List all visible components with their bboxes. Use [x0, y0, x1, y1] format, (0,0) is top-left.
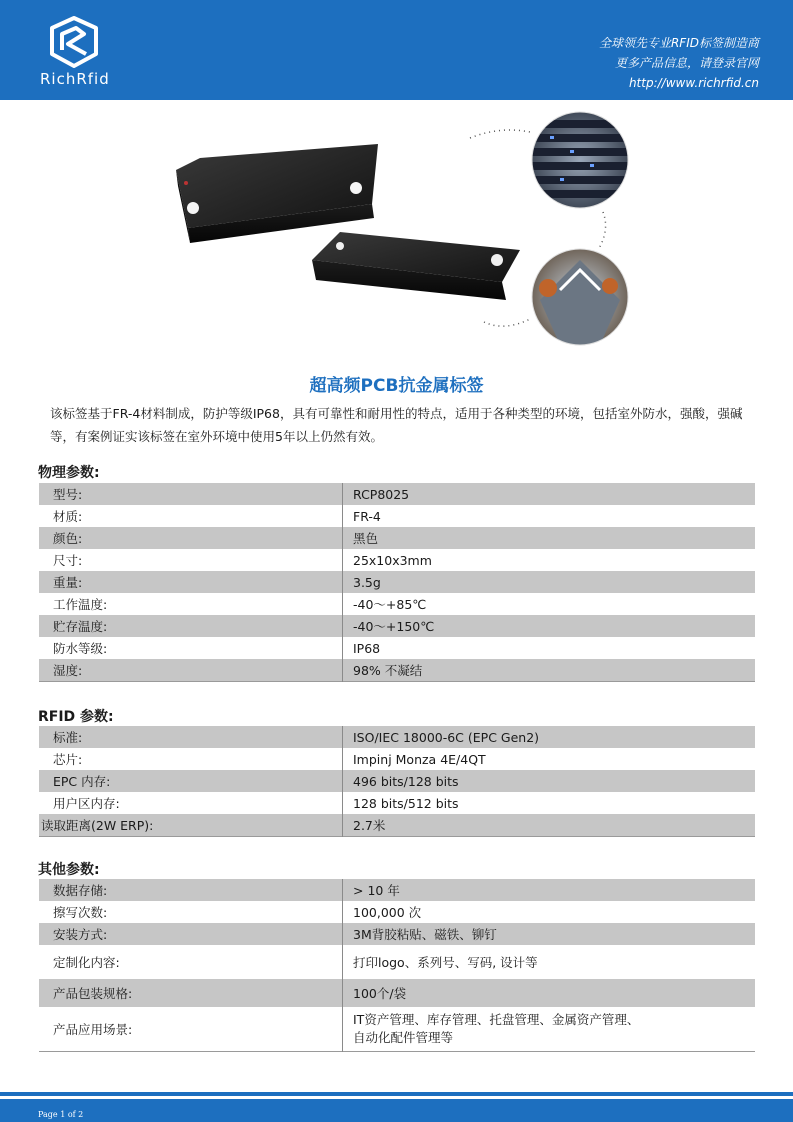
page-footer — [0, 1092, 793, 1122]
param-label: 产品应用场景: — [39, 1007, 343, 1052]
param-label: 材质: — [39, 505, 343, 527]
footer-bar — [0, 1099, 793, 1108]
param-value: 98% 不凝结 — [343, 659, 756, 682]
table-row — [39, 748, 756, 770]
product-description: 该标签基于FR-4材料制成，防护等级IP68，具有可靠性和耐用性的特点，适用于各种类型的环境，包括室外防水，强酸，强碱等，有案例证实该标签在室外环境中使用5年以上仍然有效。 — [50, 406, 743, 444]
param-label: 产品包装规格: — [39, 979, 343, 1007]
table-row — [39, 571, 756, 593]
param-label: 标准: — [39, 726, 343, 748]
param-value: IP68 — [343, 637, 756, 659]
param-label: 读取距离(2W ERP): — [39, 814, 343, 837]
footer-divider — [0, 1092, 793, 1096]
product-photo — [0, 100, 793, 360]
slogan-line: 更多产品信息，请登录官网 — [614, 56, 759, 70]
param-value: FR-4 — [343, 505, 756, 527]
table-row — [39, 1007, 756, 1052]
table-row — [39, 814, 756, 837]
server-room-photo — [530, 110, 630, 210]
param-label: 颜色: — [39, 527, 343, 549]
table-row — [39, 945, 756, 979]
table-row — [39, 615, 756, 637]
table-row — [39, 659, 756, 682]
param-value: Impinj Monza 4E/4QT — [343, 748, 756, 770]
table-row — [39, 879, 756, 901]
param-value-line: IT资产管理、库存管理、托盘管理、金属资产管理、 — [353, 1012, 640, 1027]
slogan-line: 全球领先专业RFID标签制造商 — [598, 36, 759, 50]
table-row — [39, 549, 756, 571]
param-label: 工作温度: — [39, 593, 343, 615]
table-row — [39, 770, 756, 792]
rfid-params-table — [38, 726, 755, 837]
other-params-table — [38, 879, 755, 1052]
param-value: 打印logo、系列号、写码, 设计等 — [343, 945, 756, 979]
param-value: 100个/袋 — [343, 979, 756, 1007]
table-row — [39, 593, 756, 615]
param-value: > 10 年 — [343, 879, 756, 901]
header-slogan — [599, 33, 759, 93]
param-label: 尺寸: — [39, 549, 343, 571]
tag-image-2 — [312, 232, 520, 300]
param-value: -40～+85℃ — [343, 593, 756, 615]
table-row — [39, 792, 756, 814]
param-value: 2.7米 — [343, 814, 756, 837]
table-row — [39, 483, 756, 505]
param-value: 100,000 次 — [343, 901, 756, 923]
param-value: -40～+150℃ — [343, 615, 756, 637]
table-row — [39, 901, 756, 923]
param-label: 芯片: — [39, 748, 343, 770]
param-label: EPC 内存: — [39, 770, 343, 792]
param-label: 防水等级: — [39, 637, 343, 659]
param-value: 黑色 — [343, 527, 756, 549]
param-label: 重量: — [39, 571, 343, 593]
param-value: 128 bits/512 bits — [343, 792, 756, 814]
param-label: 安装方式: — [39, 923, 343, 945]
factory-photo — [530, 247, 630, 347]
website-link[interactable]: http://www.richrfid.cn — [628, 76, 759, 90]
page-title: 超高频PCB抗金属标签 — [309, 376, 484, 396]
table-row — [39, 505, 756, 527]
rfid-params-heading: RFID 参数: — [38, 709, 114, 725]
param-value: 496 bits/128 bits — [343, 770, 756, 792]
param-value: 25x10x3mm — [343, 549, 756, 571]
param-value — [343, 1007, 756, 1052]
param-value: ISO/IEC 18000-6C (EPC Gen2) — [343, 726, 756, 748]
table-row — [39, 637, 756, 659]
tag-image-1 — [176, 144, 378, 243]
page-number: Page 1 of 2 — [38, 1110, 84, 1119]
physical-params-heading: 物理参数: — [38, 465, 100, 481]
param-label: 湿度: — [39, 659, 343, 682]
param-value: RCP8025 — [343, 483, 756, 505]
table-row — [39, 726, 756, 748]
param-value-line: 自动化配件管理等 — [353, 1030, 454, 1045]
param-label: 用户区内存: — [39, 792, 343, 814]
footer-bar — [0, 1108, 793, 1122]
other-params-heading: 其他参数: — [38, 862, 100, 878]
logo-text: RichRfid — [40, 70, 110, 88]
param-label: 定制化内容: — [39, 945, 343, 979]
physical-params-table — [38, 483, 755, 682]
table-row — [39, 923, 756, 945]
param-label: 数据存储: — [39, 879, 343, 901]
table-row — [39, 979, 756, 1007]
param-value: 3.5g — [343, 571, 756, 593]
page-header — [0, 0, 793, 100]
param-label: 擦写次数: — [39, 901, 343, 923]
param-value: 3M背胶粘贴、磁铁、铆钉 — [343, 923, 756, 945]
param-label: 贮存温度: — [39, 615, 343, 637]
param-label: 型号: — [39, 483, 343, 505]
table-row — [39, 527, 756, 549]
